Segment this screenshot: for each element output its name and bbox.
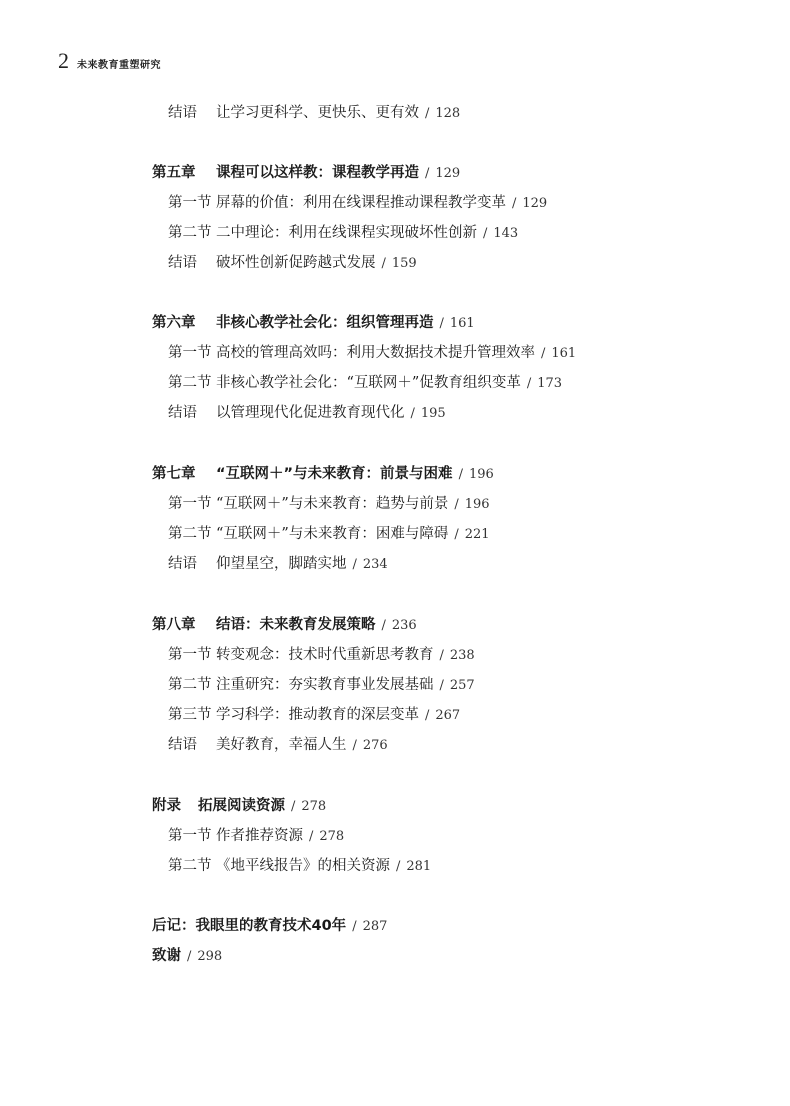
toc-entry-title: “互联网＋”与未来教育：困难与障碍 [216, 526, 449, 542]
toc-entry-label: 第二节 [168, 526, 212, 542]
toc-entry-page: 234 [362, 557, 388, 572]
toc-chapter-title: “互联网＋”与未来教育：前景与困难 [216, 466, 453, 482]
toc-entry-page: 281 [406, 859, 432, 874]
toc-entry: 第二节 《地平线报告》的相关资源 / 281 [168, 858, 432, 874]
running-header [58, 50, 161, 72]
toc-entry-title: 二中理论：利用在线课程实现破坏性创新 [216, 225, 477, 241]
toc-entry-page: 257 [449, 678, 475, 693]
toc-chapter-label: 第六章 [152, 315, 196, 331]
toc-acknowledgements-page: 298 [197, 949, 223, 964]
toc-entry-title: 仰望星空，脚踏实地 [216, 556, 347, 572]
toc-chapter-title: 课程可以这样教：课程教学再造 [216, 165, 419, 181]
toc-entry-title: 破坏性创新促跨越式发展 [216, 255, 376, 271]
toc-entry: 第一节 屏幕的价值：利用在线课程推动课程教学变革 / 129 [168, 195, 548, 211]
toc-entry-page: 278 [319, 829, 345, 844]
toc-acknowledgements: 致谢 / 298 [152, 948, 223, 964]
toc-chapter: 第五章 课程可以这样教：课程教学再造 / 129 [152, 165, 461, 181]
toc-entry-label: 第一节 [168, 496, 212, 512]
toc-entry-title: 非核心教学社会化：“互联网＋”促教育组织变革 [216, 375, 521, 391]
toc-entry-title: 作者推荐资源 [216, 828, 303, 844]
toc-chapter-title: 结语：未来教育发展策略 [216, 617, 376, 633]
toc-entry-page: 221 [464, 527, 490, 542]
toc-acknowledgements-title: 致谢 [152, 948, 181, 964]
toc-entry: 结语 让学习更科学、更快乐、更有效 / 128 [168, 105, 461, 121]
toc-entry-page: 276 [362, 738, 388, 753]
toc-chapter-label: 第五章 [152, 165, 196, 181]
toc-chapter-label: 第八章 [152, 617, 196, 633]
toc-entry-label: 结语 [168, 556, 197, 572]
toc-entry-label: 结语 [168, 405, 197, 421]
toc-chapter: 第六章 非核心教学社会化：组织管理再造 / 161 [152, 315, 475, 331]
toc-entry-label: 结语 [168, 737, 197, 753]
toc-appendix: 附录 拓展阅读资源 / 278 [152, 798, 327, 814]
toc-entry-title: 《地平线报告》的相关资源 [216, 858, 390, 874]
toc-entry: 第二节 二中理论：利用在线课程实现破坏性创新 / 143 [168, 225, 519, 241]
toc-entry-page: 195 [420, 406, 446, 421]
toc-appendix-label: 附录 [152, 798, 181, 814]
toc-entry-page: 143 [493, 226, 519, 241]
toc-entry-title: “互联网＋”与未来教育：趋势与前景 [216, 496, 449, 512]
toc-entry: 结语 仰望星空，脚踏实地 / 234 [168, 556, 388, 572]
toc-entry-page: 196 [464, 497, 490, 512]
toc-entry-page: 128 [435, 106, 461, 121]
toc-entry: 第一节 作者推荐资源 / 278 [168, 828, 345, 844]
toc-entry: 结语 以管理现代化促进教育现代化 / 195 [168, 405, 446, 421]
toc-chapter-page: 129 [435, 166, 461, 181]
toc-entry-title: 注重研究：夯实教育事业发展基础 [216, 677, 434, 693]
toc-chapter-page: 161 [449, 316, 475, 331]
toc-entry: 第二节 非核心教学社会化：“互联网＋”促教育组织变革 / 173 [168, 375, 563, 391]
toc-entry: 第二节 注重研究：夯实教育事业发展基础 / 257 [168, 677, 475, 693]
toc-entry-label: 结语 [168, 255, 197, 271]
toc-chapter: 第七章 “互联网＋”与未来教育：前景与困难 / 196 [152, 466, 494, 482]
toc-entry: 结语 美好教育，幸福人生 / 276 [168, 737, 388, 753]
toc-entry-title: 学习科学：推动教育的深层变革 [216, 707, 419, 723]
toc-afterword-title: 后记：我眼里的教育技术40年 [152, 918, 347, 934]
toc-entry: 第一节 转变观念：技术时代重新思考教育 / 238 [168, 647, 475, 663]
toc-chapter-page: 236 [391, 618, 417, 633]
toc-entry-page: 159 [391, 256, 417, 271]
toc-entry-label: 第一节 [168, 647, 212, 663]
toc-afterword: 后记：我眼里的教育技术40年 / 287 [152, 918, 388, 934]
toc-entry-title: 让学习更科学、更快乐、更有效 [216, 105, 419, 121]
toc-entry-page: 173 [537, 376, 563, 391]
page-number: 2 [58, 48, 69, 73]
toc-entry-title: 转变观念：技术时代重新思考教育 [216, 647, 434, 663]
toc-entry-page: 267 [435, 708, 461, 723]
book-title: 未来教育重塑研究 [77, 60, 161, 71]
toc-appendix-title: 拓展阅读资源 [198, 798, 285, 814]
toc-entry-label: 第二节 [168, 225, 212, 241]
toc-entry: 第一节 “互联网＋”与未来教育：趋势与前景 / 196 [168, 496, 490, 512]
toc-entry-page: 129 [522, 196, 548, 211]
toc-chapter-label: 第七章 [152, 466, 196, 482]
toc-appendix-page: 278 [301, 799, 327, 814]
toc-afterword-page: 287 [362, 919, 388, 934]
toc-entry: 结语 破坏性创新促跨越式发展 / 159 [168, 255, 417, 271]
toc-entry: 第一节 高校的管理高效吗：利用大数据技术提升管理效率 / 161 [168, 345, 577, 361]
toc-entry-label: 第二节 [168, 375, 212, 391]
toc-entry-label: 第一节 [168, 195, 212, 211]
toc-chapter: 第八章 结语：未来教育发展策略 / 236 [152, 617, 417, 633]
toc-entry-title: 屏幕的价值：利用在线课程推动课程教学变革 [216, 195, 506, 211]
toc-entry-page: 238 [449, 648, 475, 663]
toc-chapter-title: 非核心教学社会化：组织管理再造 [216, 315, 434, 331]
toc-entry-label: 第一节 [168, 345, 212, 361]
toc-entry-label: 结语 [168, 105, 197, 121]
toc-entry-label: 第二节 [168, 677, 212, 693]
toc-entry-title: 高校的管理高效吗：利用大数据技术提升管理效率 [216, 345, 535, 361]
toc-entry-label: 第二节 [168, 858, 212, 874]
toc-entry: 第三节 学习科学：推动教育的深层变革 / 267 [168, 707, 461, 723]
toc-entry-page: 161 [551, 346, 577, 361]
toc-entry-label: 第三节 [168, 707, 212, 723]
toc-entry-title: 美好教育，幸福人生 [216, 737, 347, 753]
toc-entry-title: 以管理现代化促进教育现代化 [216, 405, 405, 421]
toc-entry: 第二节 “互联网＋”与未来教育：困难与障碍 / 221 [168, 526, 490, 542]
toc-chapter-page: 196 [468, 467, 494, 482]
toc-entry-label: 第一节 [168, 828, 212, 844]
